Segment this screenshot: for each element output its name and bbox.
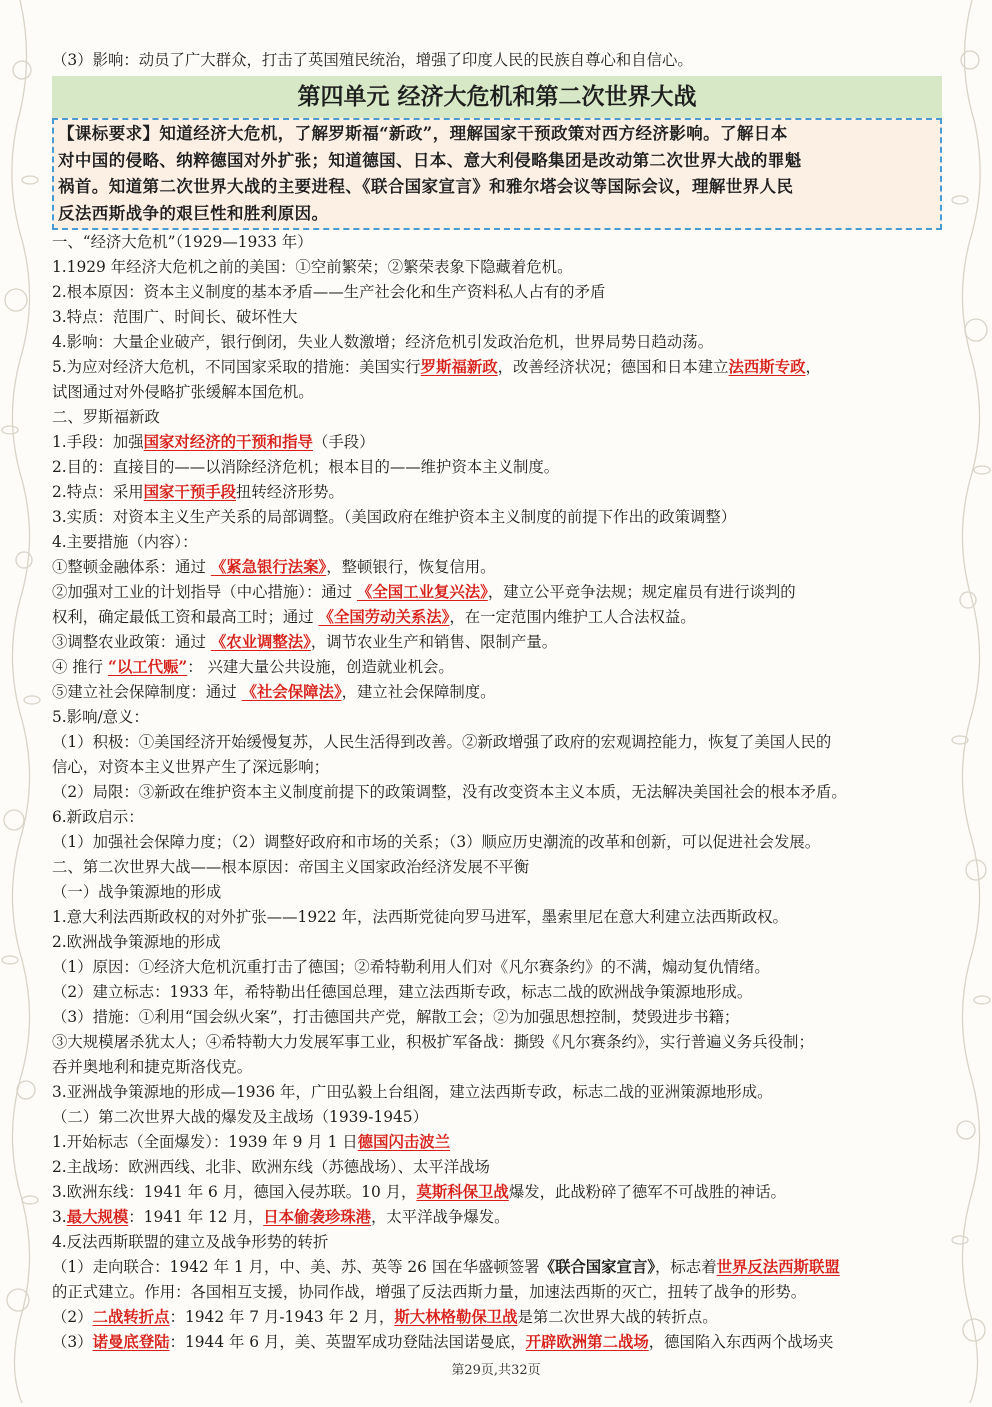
paragraph: 3.特点：范围广、时间长、破坏性大 <box>52 308 298 326</box>
text-span: ： 兴建大量公共设施，创造就业机会。 <box>187 658 454 676</box>
paragraph: 1.意大利法西斯政权的对外扩张——1922 年，法西斯党徒向罗马进军，墨索里尼在意大利建立法西斯政权。 <box>52 908 788 926</box>
paragraph <box>52 1180 942 1205</box>
text-span: ，建立公平竞争法规；规定雇员有进行谈判的 <box>487 583 796 601</box>
requirements-box <box>52 118 942 230</box>
text-span: ：1942 年 7 月-1943 年 2 月， <box>169 1308 395 1326</box>
requirements-line-2: 对中国的侵略、纳粹德国对外扩张；知道德国、日本、意大利侵略集团是改动第二次世界大战的罪魁 <box>58 150 802 170</box>
subsection-heading: （一）战争策源地的形成 <box>52 883 222 901</box>
paragraph: 2.欧洲战争策源地的形成 <box>52 933 221 951</box>
right-floral-border <box>948 0 992 1403</box>
paragraph: 信心，对资本主义世界产生了深远影响； <box>52 758 330 776</box>
text-span: ，德国陷入东西两个战场夹 <box>648 1333 834 1351</box>
paragraph <box>52 680 942 705</box>
text-span: 1.开始标志（全面爆发）：1939 年 9 月 1 日 <box>52 1133 358 1151</box>
document-page <box>52 48 942 1355</box>
paragraph: 吞并奥地利和捷克斯洛伐克。 <box>52 1058 253 1076</box>
paragraph <box>52 655 942 680</box>
text-span: 3.欧洲东线：1941 年 6 月，德国入侵苏联。10 月， <box>52 1183 417 1201</box>
text-span: ，标志着 <box>655 1258 717 1276</box>
text-span: （手段） <box>312 433 375 451</box>
requirements-line-4: 反法西斯战争的艰巨性和胜利原因。 <box>58 203 329 223</box>
paragraph: （2）局限：③新政在维护资本主义制度前提下的政策调整，没有改变资本主义本质，无法解决美国社会的根本矛盾。 <box>52 783 847 801</box>
text-span: ④ 推行 <box>52 658 108 676</box>
highlight-text: 二战转折点 <box>92 1308 170 1326</box>
section-heading: 二、第二次世界大战——根本原因：帝国主义国家政治经济发展不平衡 <box>52 858 530 876</box>
text-span: ③调整农业政策：通过 <box>52 633 211 651</box>
paragraph: （1）加强社会保障力度；（2）调整好政府和市场的关系；（3）顺应历史潮流的改革和创新，可以促进社会发展。 <box>52 833 821 851</box>
left-floral-border <box>0 0 44 1403</box>
text-span: ：1944 年 6 月，美、英盟军成功登陆法国诺曼底， <box>169 1333 526 1351</box>
bold-text: 《联合国家宣言》 <box>539 1258 656 1276</box>
paragraph: 4.影响：大量企业破产，银行倒闭，失业人数激增；经济危机引发政治危机，世界局势日趋动荡。 <box>52 333 714 351</box>
paragraph <box>52 605 942 630</box>
highlight-text: 德国闪击波兰 <box>357 1133 451 1151</box>
highlight-text: 斯大林格勒保卫战 <box>394 1308 518 1326</box>
paragraph: （2）建立标志：1933 年，希特勒出任德国总理，建立法西斯专政，标志二战的欧洲战争策源地形成。 <box>52 983 753 1001</box>
highlight-text: 日本偷袭珍珠港 <box>263 1208 372 1226</box>
highlight-text: 莫斯科保卫战 <box>416 1183 509 1201</box>
page-number: 第29页,共32页 <box>451 1363 541 1378</box>
text-span: 权利，确定最低工资和最高工时；通过 <box>52 608 319 626</box>
text-span: ，在一定范围内维护工人合法权益。 <box>449 608 696 626</box>
highlight-text: 《紧急银行法案》 <box>210 558 327 576</box>
paragraph <box>52 430 942 455</box>
paragraph: 2.主战场：欧洲西线、北非、欧洲东线（苏德战场）、太平洋战场 <box>52 1158 490 1176</box>
text-span: 扭转经济形势。 <box>236 483 344 501</box>
text-span: 爆发，此战粉碎了德军不可战胜的神话。 <box>508 1183 786 1201</box>
section-heading: 二、罗斯福新政 <box>52 408 160 426</box>
requirements-line-3: 祸首。知道第二次世界大战的主要进程、《联合国家宣言》和雅尔塔会议等国际会议，理解世界人民 <box>58 177 794 196</box>
paragraph <box>52 355 942 380</box>
paragraph: （3）措施：①利用“国会纵火案”，打击德国共产党，解散工会；②为加强思想控制，焚毁进步书籍； <box>52 1008 740 1026</box>
paragraph: 试图通过对外侵略扩张缓解本国危机。 <box>52 383 314 401</box>
paragraph: 2.目的：直接目的——以消除经济危机；根本目的——维护资本主义制度。 <box>52 458 560 476</box>
paragraph: （1）积极：①美国经济开始缓慢复苏，人民生活得到改善。②新政增强了政府的宏观调控能力，恢复了美国人民的 <box>52 733 832 751</box>
text-span: ⑤建立社会保障制度：通过 <box>52 683 242 701</box>
text-span: ， <box>805 358 821 376</box>
paragraph <box>52 555 942 580</box>
paragraph: 4.反法西斯联盟的建立及战争形势的转折 <box>52 1233 329 1251</box>
text-span: ：1941 年 12 月， <box>128 1208 264 1226</box>
highlight-text: 国家干预手段 <box>143 483 236 501</box>
highlight-text: 开辟欧洲第二战场 <box>525 1333 649 1351</box>
paragraph: 3.亚洲战争策源地的形成—1936 年，广田弘毅上台组阁，建立法西斯专政，标志二战的亚洲策源地形成。 <box>52 1083 773 1101</box>
text-span: （2） <box>52 1308 93 1326</box>
paragraph <box>52 1305 942 1330</box>
text-span: ，调节农业生产和销售、限制产量。 <box>310 633 558 651</box>
highlight-text: 《农业调整法》 <box>210 633 311 651</box>
paragraph <box>52 1205 942 1230</box>
highlight-text: 《社会保障法》 <box>241 683 342 701</box>
paragraph <box>52 630 942 655</box>
text-span: 3. <box>52 1208 67 1226</box>
text-span: （1）走向联合：1942 年 1 月，中、美、苏、英等 26 国在华盛顿签署 <box>52 1258 540 1276</box>
paragraph: 5.影响/意义： <box>52 708 149 726</box>
paragraph <box>52 580 942 605</box>
text-span: ，整顿银行，恢复信用。 <box>326 558 496 576</box>
highlight-text: 罗斯福新政 <box>420 358 498 376</box>
paragraph <box>52 1130 942 1155</box>
text-span: 5.为应对经济大危机，不同国家采取的措施：美国实行 <box>52 358 421 376</box>
text-span: 1.手段：加强 <box>52 433 144 451</box>
text-span: ①整顿金融体系：通过 <box>52 558 211 576</box>
requirements-label: 【课标要求】 <box>58 124 160 143</box>
paragraph: 1.1929 年经济大危机之前的美国：①空前繁荣；②繁荣表象下隐藏着危机。 <box>52 258 573 276</box>
highlight-text: 最大规模 <box>66 1208 129 1226</box>
highlight-text: 诺曼底登陆 <box>92 1333 170 1351</box>
paragraph: 3.实质：对资本主义生产关系的局部调整。（美国政府在维护资本主义制度的前提下作出的政策调整） <box>52 508 737 526</box>
text-span: （3） <box>52 1333 93 1351</box>
requirements-line-1: 知道经济大危机，了解罗斯福“新政”，理解国家干预政策对西方经济影响。了解日本 <box>159 124 788 143</box>
paragraph <box>52 480 942 505</box>
highlight-text: 《全国劳动关系法》 <box>318 608 450 626</box>
paragraph: （1）原因：①经济大危机沉重打击了德国；②希特勒利用人们对《凡尔赛条约》的不满，煽动复仇情绪。 <box>52 958 770 976</box>
highlight-text: 《全国工业复兴法》 <box>357 583 488 601</box>
text-span: ，太平洋战争爆发。 <box>371 1208 510 1226</box>
paragraph: 6.新政启示： <box>52 808 144 826</box>
paragraph: 4.主要措施（内容）： <box>52 533 198 551</box>
paragraph: 2.根本原因：资本主义制度的基本矛盾——生产社会化和生产资料私人占有的矛盾 <box>52 283 606 301</box>
paragraph <box>52 1330 942 1355</box>
text-span: ②加强对工业的计划指导（中心措施）：通过 <box>52 583 358 601</box>
unit-title: 第四单元 经济大危机和第二次世界大战 <box>52 76 942 118</box>
highlight-text: 法西斯专政 <box>728 358 806 376</box>
paragraph: 的正式建立。作用：各国相互支援，协同作战，增强了反法西斯力量，加速法西斯的灭亡，扭转了战争的形势。 <box>52 1283 807 1301</box>
text-span: ，改善经济状况；德国和日本建立 <box>497 358 729 376</box>
section-heading: 一、“经济大危机”（1929—1933 年） <box>52 233 313 251</box>
top-line: （3）影响：动员了广大群众，打击了英国殖民统治，增强了印度人民的民族自尊心和自信心。 <box>52 51 693 69</box>
highlight-text: 国家对经济的干预和指导 <box>143 433 313 451</box>
paragraph <box>52 1255 942 1280</box>
highlight-text: 世界反法西斯联盟 <box>716 1258 840 1276</box>
text-span: 2.特点：采用 <box>52 483 144 501</box>
subsection-heading: （二）第二次世界大战的爆发及主战场（1939-1945） <box>52 1108 428 1126</box>
text-span: 是第二次世界大战的转折点。 <box>517 1308 718 1326</box>
highlight-text: “以工代赈” <box>107 658 188 676</box>
paragraph: ③大规模屠杀犹太人；④希特勒大力发展军事工业，积极扩军备战：撕毁《凡尔赛条约》，实行普遍义务兵役制； <box>52 1033 814 1051</box>
text-span: ，建立社会保障制度。 <box>341 683 496 701</box>
